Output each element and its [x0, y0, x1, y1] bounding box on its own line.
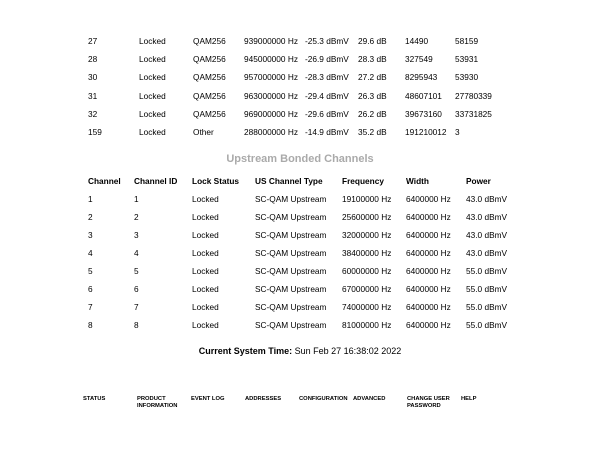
- upstream-row: [0, 280, 600, 298]
- nav-configuration-link[interactable]: [299, 396, 351, 403]
- downstream-row-cell: 39673160: [405, 108, 442, 119]
- nav-product-information-link[interactable]: [137, 396, 189, 410]
- upstream-row-cell: 55.0 dBmV: [466, 302, 508, 312]
- upstream-header-row-cell: Width: [406, 176, 429, 186]
- upstream-row-cell: 7: [134, 302, 139, 312]
- downstream-row-cell: 35.2 dB: [358, 127, 387, 137]
- upstream-row-cell: 38400000 Hz: [342, 248, 392, 258]
- downstream-row-cell: 327549: [405, 54, 433, 65]
- downstream-row-cell: 27.2 dB: [358, 72, 387, 83]
- downstream-row-cell: Locked: [139, 108, 166, 119]
- downstream-row-cell: QAM256: [193, 72, 226, 83]
- downstream-row-cell: -29.6 dBmV: [305, 108, 349, 119]
- upstream-row-cell: 43.0 dBmV: [466, 212, 508, 222]
- system-time-label: Current System Time:: [198, 346, 293, 356]
- upstream-row-cell: Locked: [192, 230, 219, 240]
- upstream-header-row-cell: Power: [466, 176, 491, 186]
- upstream-row-cell: Locked: [192, 266, 219, 276]
- downstream-row-cell: 969000000 Hz: [244, 108, 298, 119]
- upstream-row-cell: SC-QAM Upstream: [255, 284, 327, 294]
- upstream-header-row: [0, 172, 600, 190]
- downstream-row-cell: 159: [88, 127, 102, 137]
- system-time-value: Sun Feb 27 16:38:02 2022: [292, 346, 402, 356]
- upstream-row: [0, 244, 600, 262]
- upstream-row-cell: Locked: [192, 320, 219, 330]
- downstream-row-cell: 29.6 dB: [358, 36, 387, 46]
- upstream-row-cell: Locked: [192, 248, 219, 258]
- upstream-row-cell: 43.0 dBmV: [466, 230, 508, 240]
- upstream-header-row-cell: Lock Status: [192, 176, 240, 186]
- downstream-row-cell: -28.3 dBmV: [305, 72, 349, 83]
- downstream-row: [0, 123, 600, 141]
- nav-link-label: HELP: [461, 396, 477, 402]
- upstream-row-cell: 5: [88, 266, 93, 276]
- downstream-row-cell: 28.3 dB: [358, 54, 387, 65]
- upstream-row-cell: 6400000 Hz: [406, 194, 451, 204]
- upstream-row-cell: Locked: [192, 212, 219, 222]
- system-time: [0, 346, 600, 356]
- downstream-row-cell: 48607101: [405, 90, 442, 101]
- downstream-row-cell: Locked: [139, 36, 166, 46]
- downstream-row-cell: 27780339: [455, 90, 492, 101]
- nav-link-label: PASSWORD: [407, 403, 441, 409]
- downstream-row-cell: 191210012: [405, 127, 447, 137]
- upstream-header-row-cell: Channel ID: [134, 176, 178, 186]
- upstream-row-cell: 32000000 Hz: [342, 230, 392, 240]
- downstream-row-cell: Locked: [139, 72, 166, 83]
- upstream-row-cell: 19100000 Hz: [342, 194, 392, 204]
- upstream-row-cell: 43.0 dBmV: [466, 194, 508, 204]
- downstream-row-cell: 32: [88, 108, 98, 119]
- upstream-row: [0, 262, 600, 280]
- downstream-row-cell: 8295943: [405, 72, 438, 83]
- upstream-row-cell: SC-QAM Upstream: [255, 302, 327, 312]
- upstream-row-cell: 55.0 dBmV: [466, 284, 508, 294]
- downstream-row-cell: 14490: [405, 36, 429, 46]
- downstream-row-cell: 957000000 Hz: [244, 72, 298, 83]
- upstream-row-cell: 6400000 Hz: [406, 320, 451, 330]
- nav-status-link[interactable]: [83, 396, 135, 403]
- upstream-row-cell: Locked: [192, 284, 219, 294]
- downstream-row-cell: 288000000 Hz: [244, 127, 298, 137]
- downstream-row: [0, 87, 600, 105]
- nav-link-label: CHANGE USER: [407, 396, 450, 402]
- nav-addresses-link[interactable]: [245, 396, 297, 403]
- upstream-row: [0, 208, 600, 226]
- upstream-row-cell: 6: [88, 284, 93, 294]
- nav-advanced-link[interactable]: [353, 396, 405, 403]
- nav-link-label: ADVANCED: [353, 396, 386, 402]
- downstream-row-cell: 53931: [455, 54, 479, 65]
- downstream-row-cell: 3: [455, 127, 460, 137]
- downstream-row-cell: QAM256: [193, 36, 226, 46]
- nav-link-label: STATUS: [83, 396, 106, 402]
- downstream-row-cell: 963000000 Hz: [244, 90, 298, 101]
- downstream-row-cell: 945000000 Hz: [244, 54, 298, 65]
- upstream-row-cell: 74000000 Hz: [342, 302, 392, 312]
- nav-link-label: CONFIGURATION: [299, 396, 348, 402]
- upstream-row-cell: 6: [134, 284, 139, 294]
- upstream-row-cell: 67000000 Hz: [342, 284, 392, 294]
- upstream-row-cell: 60000000 Hz: [342, 266, 392, 276]
- nav-link-label: INFORMATION: [137, 403, 178, 409]
- downstream-row-cell: 939000000 Hz: [244, 36, 298, 46]
- upstream-header-row-cell: US Channel Type: [255, 176, 323, 186]
- upstream-row: [0, 316, 600, 334]
- upstream-row-cell: 81000000 Hz: [342, 320, 392, 330]
- downstream-row-cell: -14.9 dBmV: [305, 127, 349, 137]
- downstream-row-cell: 26.2 dB: [358, 108, 387, 119]
- downstream-row-cell: 28: [88, 54, 98, 65]
- upstream-row-cell: 7: [88, 302, 93, 312]
- upstream-row-cell: Locked: [192, 194, 219, 204]
- upstream-row-cell: 4: [134, 248, 139, 258]
- downstream-row-cell: 33731825: [455, 108, 492, 119]
- upstream-row-cell: 55.0 dBmV: [466, 320, 508, 330]
- upstream-row-cell: 2: [88, 212, 93, 222]
- downstream-row-cell: Locked: [139, 90, 166, 101]
- downstream-row-cell: QAM256: [193, 108, 226, 119]
- downstream-row-cell: 26.3 dB: [358, 90, 387, 101]
- downstream-row-cell: QAM256: [193, 54, 226, 65]
- upstream-row-cell: 55.0 dBmV: [466, 266, 508, 276]
- upstream-row: [0, 298, 600, 316]
- upstream-row-cell: 1: [134, 194, 139, 204]
- upstream-row-cell: 43.0 dBmV: [466, 248, 508, 258]
- upstream-row-cell: SC-QAM Upstream: [255, 248, 327, 258]
- downstream-row-cell: Locked: [139, 127, 166, 137]
- downstream-row-cell: -26.9 dBmV: [305, 54, 349, 65]
- upstream-header-row-cell: Channel: [88, 176, 121, 186]
- downstream-row: [0, 32, 600, 50]
- upstream-row-cell: 8: [88, 320, 93, 330]
- downstream-row-cell: 58159: [455, 36, 479, 46]
- upstream-row-cell: 6400000 Hz: [406, 302, 451, 312]
- upstream-row-cell: 6400000 Hz: [406, 248, 451, 258]
- nav-link-label: EVENT LOG: [191, 396, 225, 402]
- upstream-section-title: Upstream Bonded Channels: [226, 153, 374, 165]
- downstream-row: [0, 105, 600, 123]
- downstream-row-cell: Locked: [139, 54, 166, 65]
- upstream-row-cell: 6400000 Hz: [406, 212, 451, 222]
- upstream-row-cell: 6400000 Hz: [406, 230, 451, 240]
- downstream-row: [0, 68, 600, 86]
- downstream-row-cell: 31: [88, 90, 98, 101]
- upstream-row: [0, 226, 600, 244]
- upstream-row: [0, 190, 600, 208]
- upstream-row-cell: Locked: [192, 302, 219, 312]
- upstream-row-cell: 6400000 Hz: [406, 284, 451, 294]
- upstream-row-cell: 8: [134, 320, 139, 330]
- nav-link-label: ADDRESSES: [245, 396, 282, 402]
- upstream-header-row-cell: Frequency: [342, 176, 384, 186]
- upstream-row-cell: SC-QAM Upstream: [255, 212, 327, 222]
- downstream-row: [0, 50, 600, 68]
- downstream-row-cell: 53930: [455, 72, 479, 83]
- upstream-row-cell: SC-QAM Upstream: [255, 266, 327, 276]
- nav-change-user-password-link[interactable]: [407, 396, 459, 410]
- downstream-row-cell: -29.4 dBmV: [305, 90, 349, 101]
- upstream-row-cell: 3: [88, 230, 93, 240]
- upstream-row-cell: 4: [88, 248, 93, 258]
- bottom-navigation: [0, 396, 600, 426]
- upstream-row-cell: 5: [134, 266, 139, 276]
- downstream-row-cell: Other: [193, 127, 214, 137]
- upstream-row-cell: 1: [88, 194, 93, 204]
- downstream-row-cell: QAM256: [193, 90, 226, 101]
- upstream-row-cell: 6400000 Hz: [406, 266, 451, 276]
- upstream-row-cell: 3: [134, 230, 139, 240]
- downstream-row-cell: 27: [88, 36, 98, 46]
- nav-link-label: PRODUCT: [137, 396, 166, 402]
- nav-event-log-link[interactable]: [191, 396, 243, 403]
- downstream-row-cell: 30: [88, 72, 98, 83]
- upstream-row-cell: 25600000 Hz: [342, 212, 392, 222]
- downstream-row-cell: -25.3 dBmV: [305, 36, 349, 46]
- nav-help-link[interactable]: [461, 396, 513, 403]
- upstream-row-cell: 2: [134, 212, 139, 222]
- upstream-row-cell: SC-QAM Upstream: [255, 320, 327, 330]
- upstream-row-cell: SC-QAM Upstream: [255, 194, 327, 204]
- upstream-row-cell: SC-QAM Upstream: [255, 230, 327, 240]
